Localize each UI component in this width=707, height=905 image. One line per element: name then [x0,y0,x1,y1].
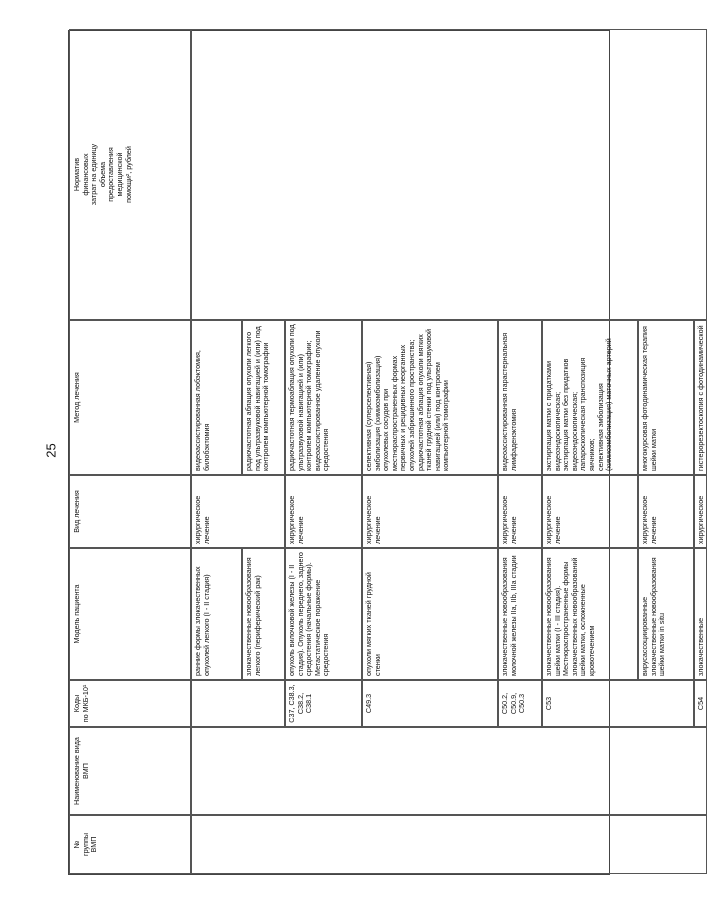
header-icd-codes: Коды по МКБ-10¹ [69,680,191,727]
treatment-type-cell: хирургическое лечение [191,475,285,548]
icd-code-cell [191,680,285,727]
treatment-method-cell: селективная (суперселективная) эмболизация (химиоэмболизация) опухолевых сосудов при местнораспространенных формах первичных и рецидивных неорганных опухолей забрюшинного пространства; радиочастотная аблация опухоли мягких тканей грудной стенки под ультразвуковой навигацией (или) под контролем компьютерной томографии [362,320,498,475]
icd-code-cell: C37, C38.3, C38.2, C38.1 [285,680,362,727]
patient-model-cell: злокачественные новообразования шейки матки (I - III стадия). Местнораспространенные формы злокачественных новообразований шейки матки, осложненные кровотечением [542,548,638,680]
treatment-method-cell: гистерорезектоскопия с фотодинамической [694,320,707,475]
treatment-method-cell: радиочастотная термоаблация опухоли под ультразвуковой навигацией и (или) контролем компьютерной томографии; видеоассистированное удаление опухоли средостения [285,320,362,475]
treatment-table [68,30,705,875]
header-treatment-method: Метод лечения [69,320,191,475]
treatment-method-cell: видеоассистированная лобэктомия, билобэктомия [191,320,242,475]
icd-code-cell: C53 [542,680,694,727]
treatment-type-cell: хирургическое [694,475,707,548]
treatment-type-cell: хирургическое лечение [638,475,694,548]
icd-code-cell: C49.3 [362,680,498,727]
patient-model-cell: вирусассоциированные злокачественные новообразования шейки матки in situ [638,548,694,680]
rotated-table-frame [68,30,705,875]
patient-model-cell: опухоль вилочковой железы (I - II стадия). Опухоль переднего, заднего средостения (начальные формы). Метастатическое поражение средостения [285,548,362,680]
treatment-method-cell: видеоассистированная парастернальная лимфаденэктомия [498,320,542,475]
treatment-type-cell: хирургическое лечение [498,475,542,548]
patient-model-cell: злокачественные [694,548,707,680]
patient-model-cell: ранние формы злокачественных опухолей легкого (I - II стадия) [191,548,242,680]
vmp-name-cell [191,727,707,815]
patient-model-cell: злокачественные новообразования легкого (периферический рак) [242,548,285,680]
icd-code-cell: C50.2, C50.9, C50.3 [498,680,542,727]
treatment-method-cell: многокурсовая фотодинамическая терапия шейки матки [638,320,694,475]
header-patient-model: Модель пациента [69,548,191,680]
group-number-cell [191,815,707,874]
treatment-type-cell: хирургическое лечение [362,475,498,548]
header-vmp-name: Наименование вида ВМП [69,727,191,815]
header-group-number: № группы ВМП [69,815,191,874]
patient-model-cell: опухоли мягких тканей грудной стенки [362,548,498,680]
treatment-type-cell: хирургическое лечение [542,475,638,548]
page-number: 25 [43,443,59,458]
header-treatment-type: Вид лечения [69,475,191,548]
header-cost-norm: Норматив финансовых затрат на единицу объема предоставления медицинской помощи², рублей [69,29,191,320]
treatment-method-cell: радиочастотная аблация опухоли легкого под ультразвуковой навигацией и (или) под контролем компьютерной томографии [242,320,285,475]
patient-model-cell: злокачественные новообразования молочной железы IIa, IIb, IIIa стадии [498,548,542,680]
treatment-type-cell: хирургическое лечение [285,475,362,548]
icd-code-cell: C54 [694,680,707,727]
cost-norm-cell [191,29,707,320]
treatment-method-cell: экстирпация матки с придатками видеоэндоскопическая; экстирпация матки без придатков видеоэндоскопическая; лапароскопическая транспозиция яичников; селективная эмболизация (химиоэмболизация) маточных артерий [542,320,638,475]
